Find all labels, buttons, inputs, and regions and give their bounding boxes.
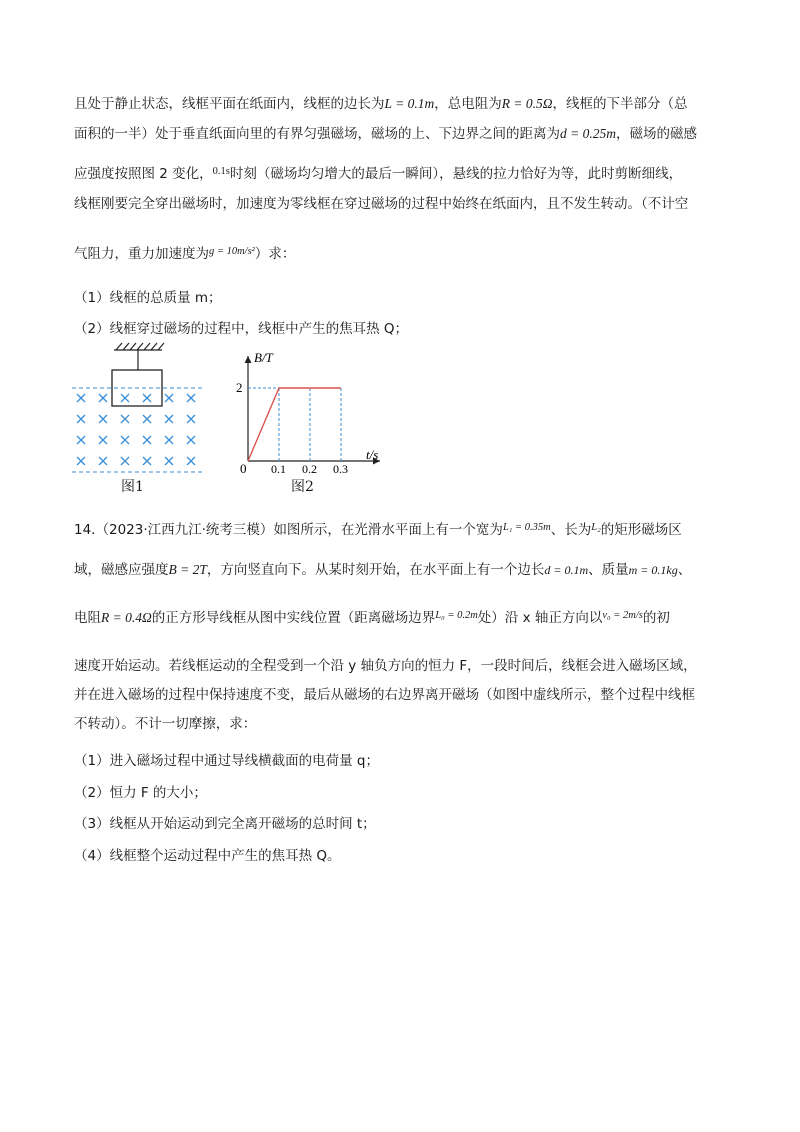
distance-expr: d = 0.25m	[560, 126, 616, 141]
field-cross-mark	[121, 394, 129, 402]
field-cross-mark	[165, 457, 173, 465]
length-expr: L₂	[591, 522, 601, 533]
problem-number: 14.	[74, 522, 96, 538]
resistance-expr: R = 0.5Ω	[501, 96, 553, 111]
field-cross-mark	[165, 436, 173, 444]
mass-expr: m = 0.1kg	[628, 563, 678, 577]
field-cross-mark	[187, 457, 195, 465]
field-cross-mark	[121, 457, 129, 465]
x-tick-label: 0.3	[333, 462, 348, 476]
p14-question-1: （1）进入磁场过程中通过导线横截面的电荷量 q；	[74, 753, 379, 769]
x-tick-label: 0.1	[271, 462, 286, 476]
origin-label: 0	[240, 461, 247, 476]
p14-line-2: 域，磁感应强度B = 2T，方向竖直向下。从某时刻开始，在水平面上有一个边长d = 0.1m、质量m = 0.1kg、	[74, 562, 692, 578]
p13-question-2: （2）线框穿过磁场的过程中，线框中产生的焦耳热 Q；	[74, 321, 409, 337]
p14-question-2: （2）恒力 F 的大小；	[74, 785, 207, 801]
side-expr: d = 0.1m	[544, 563, 589, 577]
field-cross-mark	[77, 436, 85, 444]
p14-line-1: 14.（2023·江西九江·统考三模）如图所示，在光滑水平面上有一个宽为$^{L_1 = 0.35m}$、长为$^{L_2}$的矩形磁场区	[74, 522, 682, 538]
field-cross-mark	[121, 415, 129, 423]
field-cross-mark	[187, 415, 195, 423]
field-cross-mark	[165, 394, 173, 402]
field-cross-mark	[77, 415, 85, 423]
figure-2-caption: 图2	[291, 479, 314, 495]
p13-line-5: 气阻力，重力加速度为$^{g = 10m/s^2}$）求：	[74, 246, 296, 262]
figure-1	[70, 338, 210, 488]
field-cross-mark	[143, 436, 151, 444]
field-cross-mark	[99, 415, 107, 423]
field-cross-mark	[99, 457, 107, 465]
field-cross-mark	[77, 394, 85, 402]
p14-question-3: （3）线框从开始运动到完全离开磁场的总时间 t；	[74, 816, 376, 832]
x-axis-label: t/s	[366, 447, 379, 462]
p13-question-1: （1）线框的总质量 m；	[74, 290, 222, 306]
y-axis-label: B/T	[254, 350, 273, 365]
magnetic-field-crosses	[77, 394, 195, 465]
y-tick-label: 2	[236, 380, 243, 395]
field-cross-mark	[77, 457, 85, 465]
ceiling-support	[114, 343, 164, 350]
length-expr: L = 0.1m	[384, 96, 435, 111]
p14-line-6: 不转动）。不计一切摩擦，求：	[74, 716, 257, 732]
time-expr: 0.1s	[212, 166, 230, 177]
field-cross-mark	[143, 394, 151, 402]
p14-line-3: 电阻R = 0.4Ω的正方形导线框从图中实线位置（距离磁场边界$^{L_0 = 0.2m}$处）沿 x 轴正方向以$^{v_0 = 2m/s}$的初	[74, 610, 670, 626]
initial-distance-expr: L₀ = 0.2m	[435, 610, 478, 621]
width-expr: L₁ = 0.35m	[502, 522, 551, 533]
field-cross-mark	[165, 415, 173, 423]
p13-line-4: 线框刚要完全穿出磁场时，加速度为零线框在穿过磁场的过程中始终在纸面内，且不发生转动。（不计空	[74, 196, 689, 212]
p14-question-4: （4）线框整个运动过程中产生的焦耳热 Q。	[74, 848, 341, 864]
p13-line-3: 应强度按照图 2 变化，$^{0.1s}$时刻（磁场均匀增大的最后一瞬间），悬线的拉力恰好为等，此时剪断细线，	[74, 166, 683, 182]
field-cross-mark	[187, 394, 195, 402]
field-cross-mark	[187, 436, 195, 444]
x-tick-label: 0.2	[302, 462, 317, 476]
series-line-b	[248, 388, 341, 461]
field-cross-mark	[143, 415, 151, 423]
p13-line-1: 且处于静止状态，线框平面在纸面内，线框的边长为L = 0.1m，总电阻为R = 0.5Ω，线框的下半部分（总	[74, 96, 688, 112]
field-expr: B = 2T	[168, 562, 207, 577]
field-cross-mark	[143, 457, 151, 465]
resistance-expr: R = 0.4Ω	[101, 610, 152, 625]
gravity-expr: g = 10m/s²	[209, 246, 255, 257]
figure-2-chart	[228, 348, 398, 478]
p14-line-5: 并在进入磁场的过程中保持速度不变，最后从磁场的右边界离开磁场（如图中虚线所示，整个过程中线框	[74, 687, 695, 703]
field-cross-mark	[99, 394, 107, 402]
figure-1-caption: 图1	[121, 479, 144, 495]
problem-source: （2023·江西九江·统考三模）	[95, 522, 274, 538]
velocity-expr: v₀ = 2m/s	[602, 610, 643, 621]
p14-line-4: 速度开始运动。若线框运动的全程受到一个沿 y 轴负方向的恒力 F，一段时间后，线框会进入磁场区域，	[74, 658, 697, 674]
field-cross-mark	[121, 436, 129, 444]
field-cross-mark	[99, 436, 107, 444]
p13-line-2: 面积的一半）处于垂直纸面向里的有界匀强磁场，磁场的上、下边界之间的距离为d = 0.25m，磁场的磁感	[74, 126, 697, 142]
